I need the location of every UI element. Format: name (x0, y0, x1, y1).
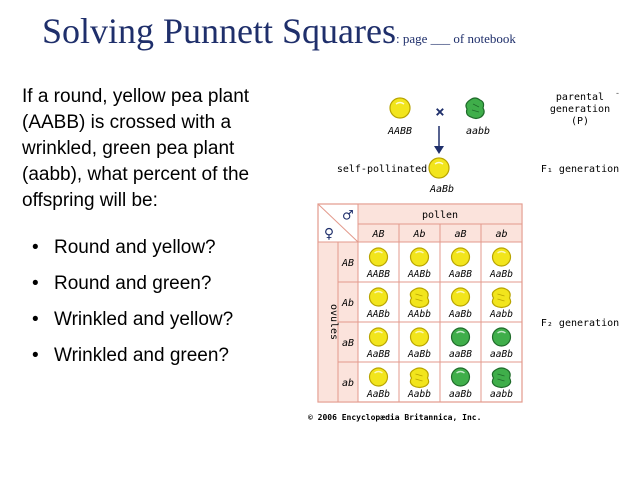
cell-genotype-label: Aabb (408, 389, 431, 400)
parent-left-pea (390, 98, 410, 118)
bullet-item (22, 302, 233, 338)
parental-label-line3: (P) (570, 116, 590, 127)
pea-round-green-icon (452, 368, 470, 386)
bullet-dot-icon: • (32, 273, 39, 294)
pea-round-yellow-icon (411, 248, 429, 266)
cell-genotype-label: AaBb (449, 309, 472, 320)
parent-left-label: AABB (387, 126, 413, 137)
self-pollinated-label: self-pollinated (336, 164, 428, 175)
bullet-item (22, 338, 233, 374)
col-header: AB (372, 229, 385, 240)
parent-right-label: aabb (465, 126, 491, 137)
bullet-dot-icon: • (32, 309, 39, 330)
cross-symbol: × (435, 102, 445, 121)
cell-genotype-label: AABb (408, 269, 431, 280)
bullet-dot-icon: • (32, 237, 39, 258)
cell-genotype-label: aaBb (490, 349, 513, 360)
question-line: offspring will be: (22, 190, 158, 211)
row-header: aB (341, 338, 355, 349)
bullet-item (22, 266, 233, 302)
down-arrow-icon (434, 126, 444, 154)
decorative-dash: - (616, 88, 619, 98)
pea-round-yellow-icon (370, 248, 388, 266)
pea-wrinkled-yellow-icon (410, 288, 428, 308)
f2-generation-label: F₂ generation (540, 318, 620, 329)
pollen-label: pollen (421, 210, 459, 221)
question-line: (AABB) is crossed with a (22, 112, 232, 133)
bullet-list (22, 230, 233, 374)
bullet-dot-icon: • (32, 345, 39, 366)
copyright-text: © 2006 Encyclopædia Britannica, Inc. (308, 413, 482, 422)
pea-round-yellow-icon (493, 248, 511, 266)
female-symbol-icon: ♀ (323, 224, 335, 244)
parental-label-line2: generation (549, 104, 611, 115)
cell-genotype-label: AABB (367, 269, 390, 280)
pea-round-yellow-icon (411, 328, 429, 346)
pea-round-green-icon (452, 328, 470, 346)
row-header: Ab (341, 298, 355, 309)
cell-genotype-label: aaBB (449, 349, 472, 360)
pea-round-yellow-icon (452, 248, 470, 266)
cell-genotype-label: aabb (490, 389, 513, 400)
question-line: If a round, yellow pea plant (22, 86, 250, 107)
cell-genotype-label: AaBB (367, 349, 390, 360)
page-title (42, 10, 516, 52)
cell-genotype-label: AAbb (408, 309, 431, 320)
cell-genotype-label: AaBb (367, 389, 390, 400)
cell-genotype-label: AaBB (449, 269, 472, 280)
f1-pea (429, 158, 449, 178)
title-subtitle: : page ___ of notebook (396, 31, 516, 46)
f1-generation-label: F₁ generation (540, 164, 620, 175)
col-header: ab (495, 229, 508, 240)
row-header: ab (341, 378, 355, 389)
ovules-label: ovules (328, 303, 339, 341)
f1-genotype: AaBb (429, 184, 455, 195)
pea-round-yellow-icon (370, 368, 388, 386)
question-line: wrinkled, green pea plant (22, 138, 235, 159)
punnett-diagram (300, 86, 636, 431)
pea-round-yellow-icon (370, 288, 388, 306)
bullet-text: Round and yellow? (54, 237, 216, 258)
cell-genotype-label: AaBb (490, 269, 513, 280)
cell-genotype-label: aaBb (449, 389, 472, 400)
male-symbol-icon: ♂ (342, 206, 354, 226)
bullet-text: Wrinkled and green? (54, 345, 229, 366)
title-main: Solving Punnett Squares (42, 11, 397, 51)
col-header: aB (454, 229, 467, 240)
pea-round-green-icon (493, 328, 511, 346)
pea-round-yellow-icon (370, 328, 388, 346)
pea-wrinkled-yellow-icon (410, 368, 428, 388)
bullet-text: Wrinkled and yellow? (54, 309, 234, 330)
cell-genotype-label: AaBb (408, 349, 431, 360)
pea-wrinkled-yellow-icon (492, 288, 510, 308)
parental-label-line1: parental (555, 92, 605, 103)
bullet-item (22, 230, 233, 266)
pea-round-yellow-icon (452, 288, 470, 306)
pea-wrinkled-green-icon (492, 368, 510, 388)
cell-genotype-label: AABb (367, 309, 390, 320)
parent-right-pea (466, 98, 484, 119)
bullet-text: Round and green? (54, 273, 212, 294)
col-header: Ab (413, 229, 426, 240)
cell-genotype-label: Aabb (490, 309, 513, 320)
row-header: AB (341, 258, 355, 269)
question-text (22, 84, 312, 214)
question-line: (aabb), what percent of the (22, 164, 250, 185)
